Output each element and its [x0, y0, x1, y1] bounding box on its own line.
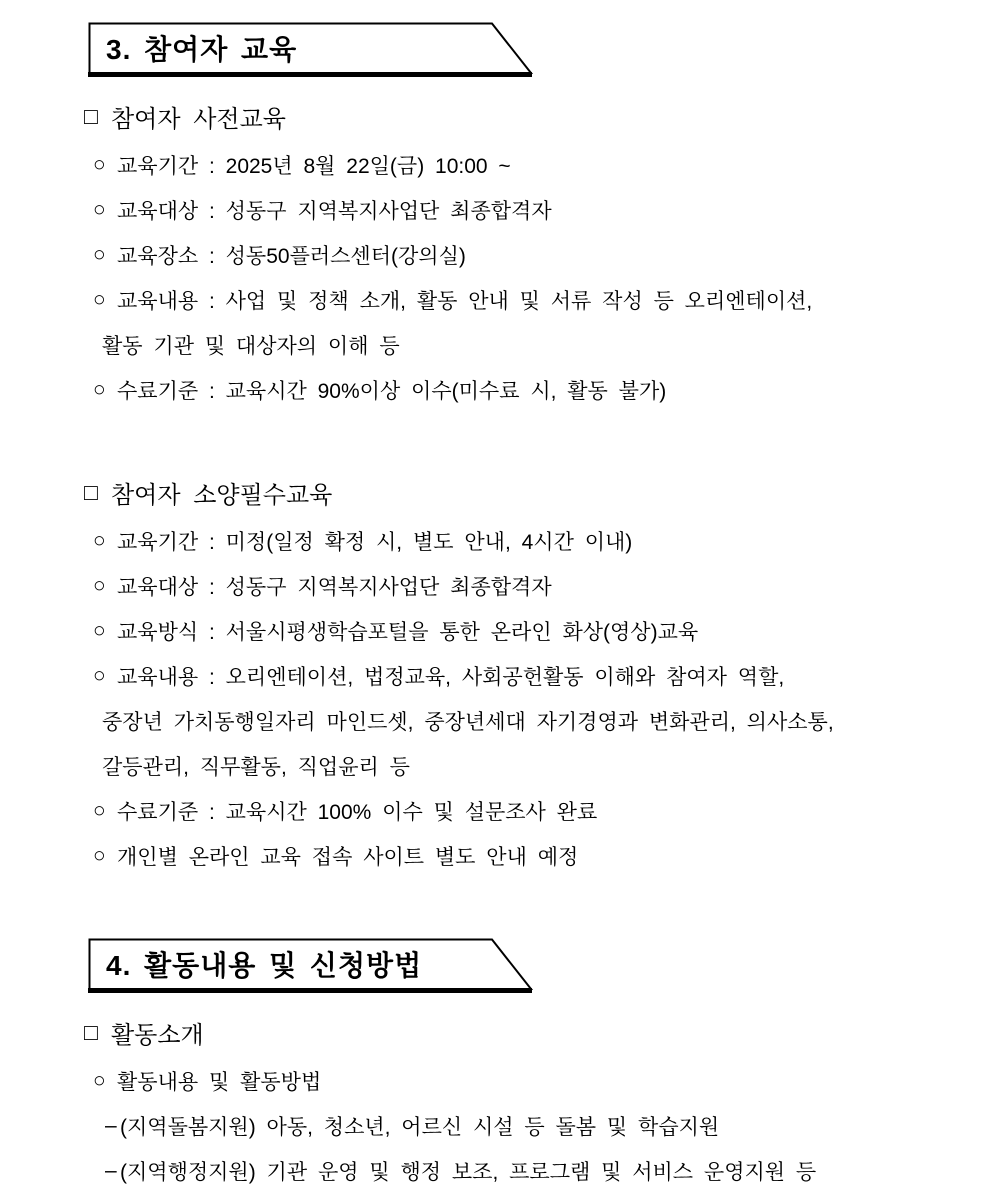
circle-bullet-icon: ○ [93, 198, 106, 221]
dash-bullet-icon: – [105, 1159, 117, 1182]
list-item [93, 1058, 962, 1193]
list-item [93, 608, 962, 653]
item-text: 교육대상 : 성동구 지역복지사업단 최종합격자 [117, 575, 552, 599]
section-4-title: 4. 활동내용 및 신청방법 [106, 949, 423, 981]
item-text: 교육대상 : 성동구 지역복지사업단 최종합격자 [117, 199, 552, 223]
subsection-activity-intro [84, 1014, 962, 1193]
subsection-heading-text: 참여자 소양필수교육 [111, 481, 333, 509]
circle-bullet-icon: ○ [93, 378, 106, 401]
square-bullet-icon: □ [84, 478, 98, 505]
item-text-continuation: 갈등관리, 직무활동, 직업윤리 등 [102, 755, 410, 779]
sub-item-text: (지역돌봄지원) 아동, 청소년, 어르신 시설 등 돌봄 및 학습지원 [120, 1115, 720, 1139]
item-text: 수료기준 : 교육시간 90%이상 이수(미수료 시, 활동 불가) [117, 379, 667, 403]
item-text: 교육방식 : 서울시평생학습포털을 통한 온라인 화상(영상)교육 [117, 620, 699, 644]
subsection-heading [84, 474, 962, 510]
item-list [84, 1058, 962, 1193]
subsection-heading [84, 98, 962, 134]
circle-bullet-icon: ○ [93, 1069, 106, 1092]
section-4-banner [88, 938, 534, 994]
list-item [93, 142, 962, 187]
subsection-heading-text: 참여자 사전교육 [111, 105, 286, 133]
circle-bullet-icon: ○ [93, 664, 106, 687]
circle-bullet-icon: ○ [93, 153, 106, 176]
sub-list-item [105, 1148, 962, 1193]
list-item [93, 518, 962, 563]
circle-bullet-icon: ○ [93, 619, 106, 642]
circle-bullet-icon: ○ [93, 529, 106, 552]
item-text-continuation: 중장년 가치동행일자리 마인드셋, 중장년세대 자기경영과 변화관리, 의사소통, [102, 710, 834, 734]
list-item [93, 653, 962, 788]
item-list [84, 142, 962, 412]
item-text: 수료기준 : 교육시간 100% 이수 및 설문조사 완료 [117, 800, 598, 824]
item-list [84, 518, 962, 878]
item-text: 활동내용 및 활동방법 [117, 1070, 322, 1094]
list-item [93, 563, 962, 608]
list-item [93, 367, 962, 412]
circle-bullet-icon: ○ [93, 574, 106, 597]
item-text: 교육장소 : 성동50플러스센터(강의실) [117, 244, 466, 268]
item-text-continuation: 활동 기관 및 대상자의 이해 등 [102, 334, 400, 358]
circle-bullet-icon: ○ [93, 844, 106, 867]
subsection-pre-education [84, 98, 962, 412]
circle-bullet-icon: ○ [93, 288, 106, 311]
item-text: 교육기간 : 미정(일정 확정 시, 별도 안내, 4시간 이내) [117, 530, 633, 554]
item-text: 개인별 온라인 교육 접속 사이트 별도 안내 예정 [117, 845, 579, 869]
circle-bullet-icon: ○ [93, 243, 106, 266]
section-3-banner [88, 22, 534, 78]
item-text: 교육내용 : 오리엔테이션, 법정교육, 사회공헌활동 이해와 참여자 역할, [117, 665, 785, 689]
list-item [93, 277, 962, 367]
subsection-heading [84, 1014, 962, 1050]
item-text: 교육내용 : 사업 및 정책 소개, 활동 안내 및 서류 작성 등 오리엔테이션, [117, 289, 813, 313]
list-item [93, 187, 962, 232]
sub-list-item [105, 1103, 962, 1148]
square-bullet-icon: □ [84, 1018, 98, 1045]
section-3-title: 3. 참여자 교육 [106, 33, 298, 65]
square-bullet-icon: □ [84, 102, 98, 129]
subsection-heading-text: 활동소개 [111, 1021, 204, 1049]
list-item [93, 232, 962, 277]
subsection-mandatory-education [84, 474, 962, 878]
item-text: 교육기간 : 2025년 8월 22일(금) 10:00 ~ [117, 154, 511, 178]
dash-bullet-icon: – [105, 1114, 117, 1137]
sub-item-text: (지역행정지원) 기관 운영 및 행정 보조, 프로그램 및 서비스 운영지원 등 [120, 1160, 817, 1184]
circle-bullet-icon: ○ [93, 799, 106, 822]
list-item [93, 833, 962, 878]
list-item [93, 788, 962, 833]
